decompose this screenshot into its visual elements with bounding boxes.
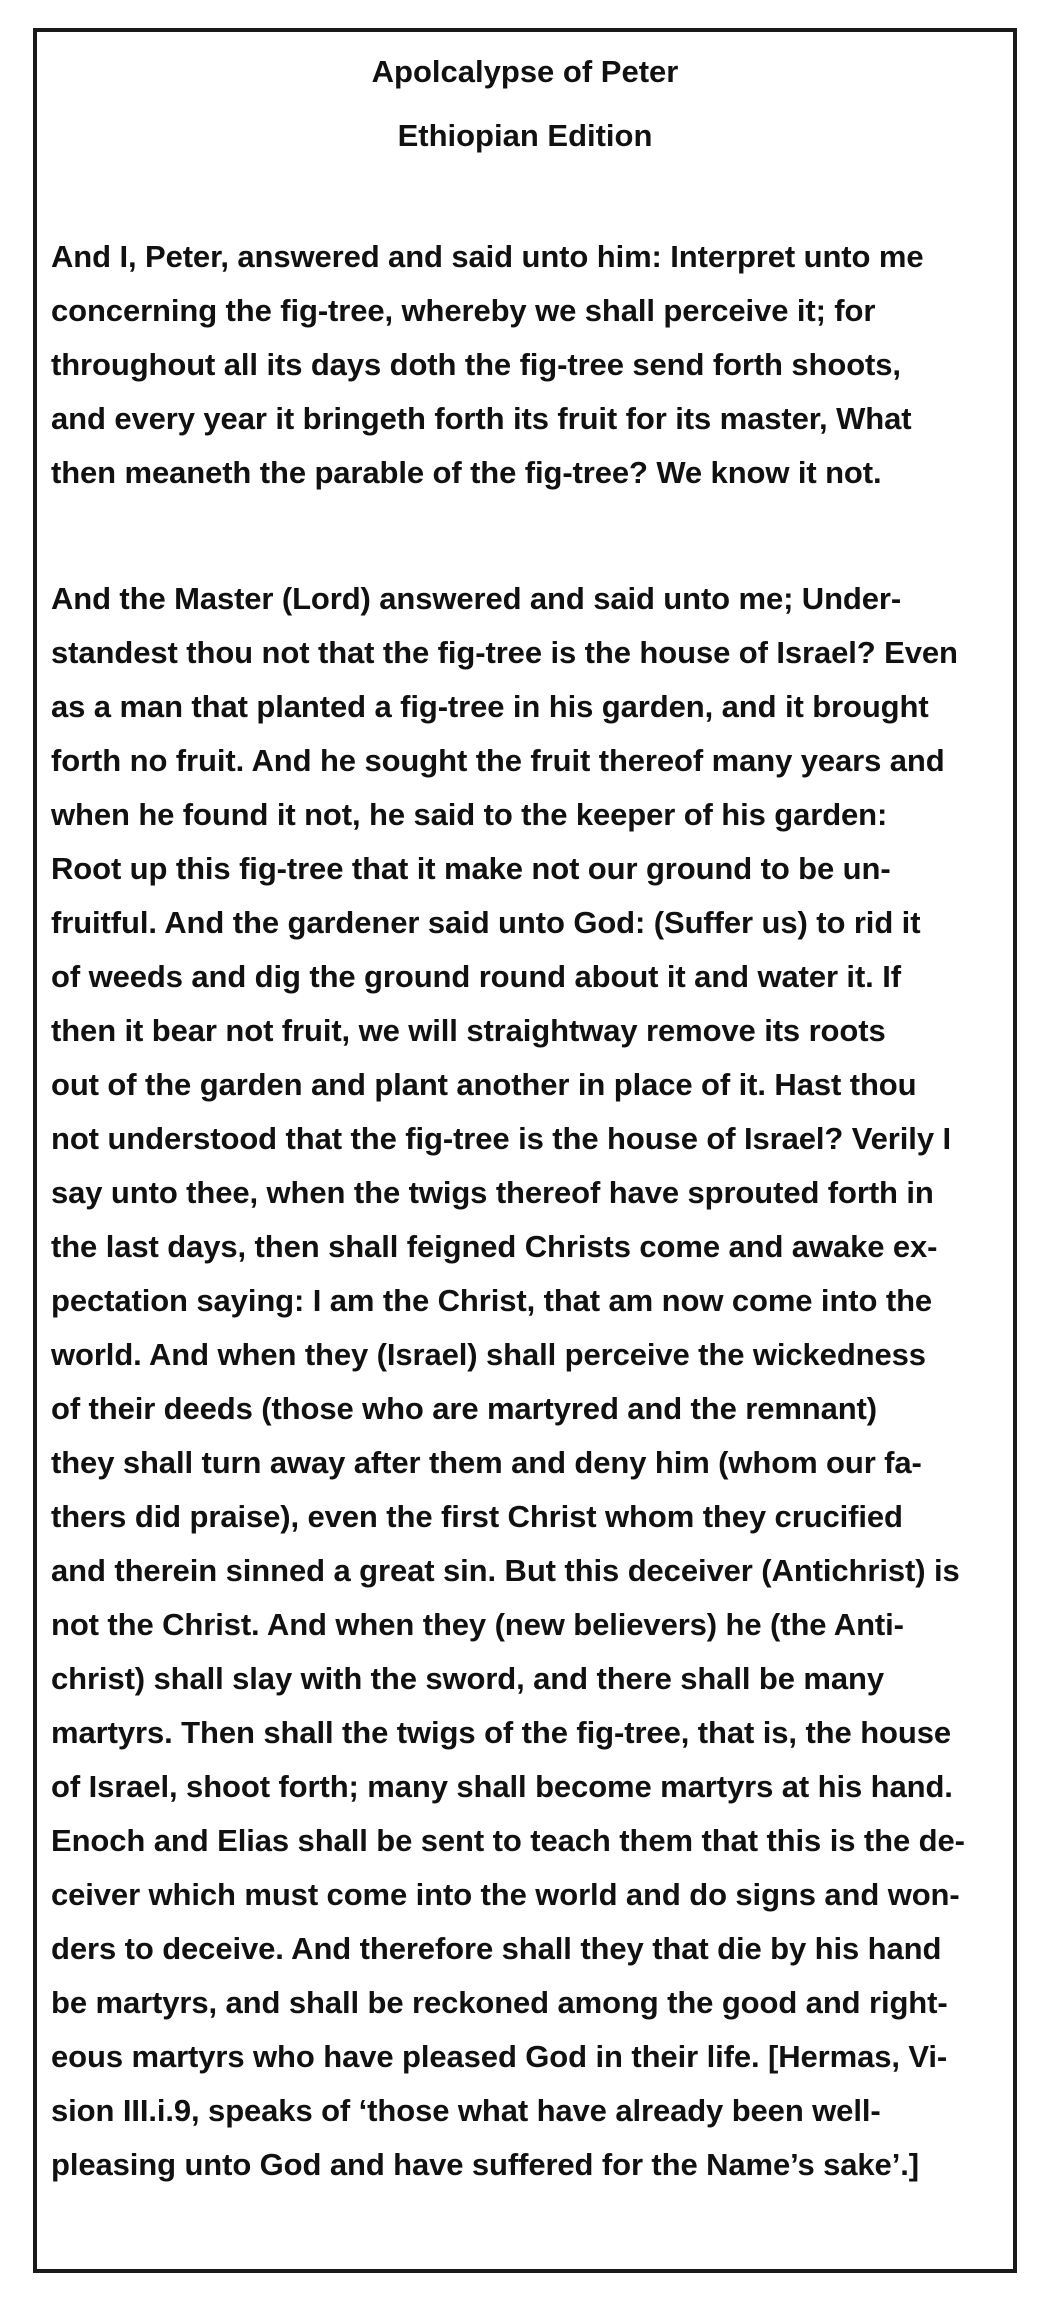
text-line: martyrs. Then shall the twigs of the fig-tree, that is, the house bbox=[51, 1715, 952, 1750]
text-line: sion III.i.9, speaks of ‘those what have already been well- bbox=[51, 2093, 881, 2128]
text-line: then it bear not fruit, we will straightway remove its roots bbox=[51, 1013, 886, 1048]
text-line: forth no fruit. And he sought the fruit thereof many years and bbox=[51, 743, 945, 778]
text-line: they shall turn away after them and deny him (whom our fa- bbox=[51, 1445, 922, 1480]
text-line: not understood that the fig-tree is the house of Israel? Verily I bbox=[51, 1121, 952, 1156]
text-line: eous martyrs who have pleased God in their life. [Hermas, Vi- bbox=[51, 2039, 948, 2074]
text-line: then meaneth the parable of the fig-tree? We know it not. bbox=[51, 455, 882, 490]
text-line: the last days, then shall feigned Christs come and awake ex- bbox=[51, 1229, 938, 1264]
text-line: throughout all its days doth the fig-tree send forth shoots, bbox=[51, 347, 901, 382]
document-title: Apolcalypse of Peter bbox=[371, 54, 679, 89]
paragraph-1 bbox=[51, 230, 1027, 500]
document-frame bbox=[33, 28, 1017, 2273]
text-line: out of the garden and plant another in place of it. Hast thou bbox=[51, 1067, 917, 1102]
text-line: of Israel, shoot forth; many shall become martyrs at his hand. bbox=[51, 1769, 953, 1804]
text-line: fruitful. And the gardener said unto God: (Suffer us) to rid it bbox=[51, 905, 921, 940]
text-line: of weeds and dig the ground round about it and water it. If bbox=[51, 959, 901, 994]
text-line: christ) shall slay with the sword, and there shall be many bbox=[51, 1661, 884, 1696]
text-line: And the Master (Lord) answered and said unto me; Under- bbox=[51, 581, 902, 616]
text-line: ders to deceive. And therefore shall they that die by his hand bbox=[51, 1931, 942, 1966]
text-line: of their deeds (those who are martyred and the remnant) bbox=[51, 1391, 877, 1426]
document-subtitle: Ethiopian Edition bbox=[397, 118, 653, 153]
text-line: Enoch and Elias shall be sent to teach them that this is the de- bbox=[51, 1823, 965, 1858]
text-line: Root up this fig-tree that it make not our ground to be un- bbox=[51, 851, 891, 886]
text-line: pleasing unto God and have suffered for the Name’s sake’.] bbox=[51, 2147, 919, 2182]
text-line: ceiver which must come into the world and do signs and won- bbox=[51, 1877, 960, 1912]
text-line: say unto thee, when the twigs thereof have sprouted forth in bbox=[51, 1175, 934, 1210]
text-line: And I, Peter, answered and said unto him: Interpret unto me bbox=[51, 239, 924, 274]
text-line: thers did praise), even the first Christ whom they crucified bbox=[51, 1499, 903, 1534]
text-line: as a man that planted a fig-tree in his garden, and it brought bbox=[51, 689, 929, 724]
text-line: standest thou not that the fig-tree is the house of Israel? Even bbox=[51, 635, 958, 670]
text-line: not the Christ. And when they (new believers) he (the Anti- bbox=[51, 1607, 904, 1642]
text-line: when he found it not, he said to the keeper of his garden: bbox=[51, 797, 888, 832]
paragraph-2 bbox=[51, 572, 1027, 2192]
text-line: world. And when they (Israel) shall perceive the wickedness bbox=[51, 1337, 926, 1372]
text-line: be martyrs, and shall be reckoned among the good and right- bbox=[51, 1985, 948, 2020]
text-line: and every year it bringeth forth its fruit for its master, What bbox=[51, 401, 912, 436]
text-line: concerning the fig-tree, whereby we shall perceive it; for bbox=[51, 293, 876, 328]
text-line: and therein sinned a great sin. But this deceiver (Antichrist) is bbox=[51, 1553, 960, 1588]
text-line: pectation saying: I am the Christ, that am now come into the bbox=[51, 1283, 933, 1318]
